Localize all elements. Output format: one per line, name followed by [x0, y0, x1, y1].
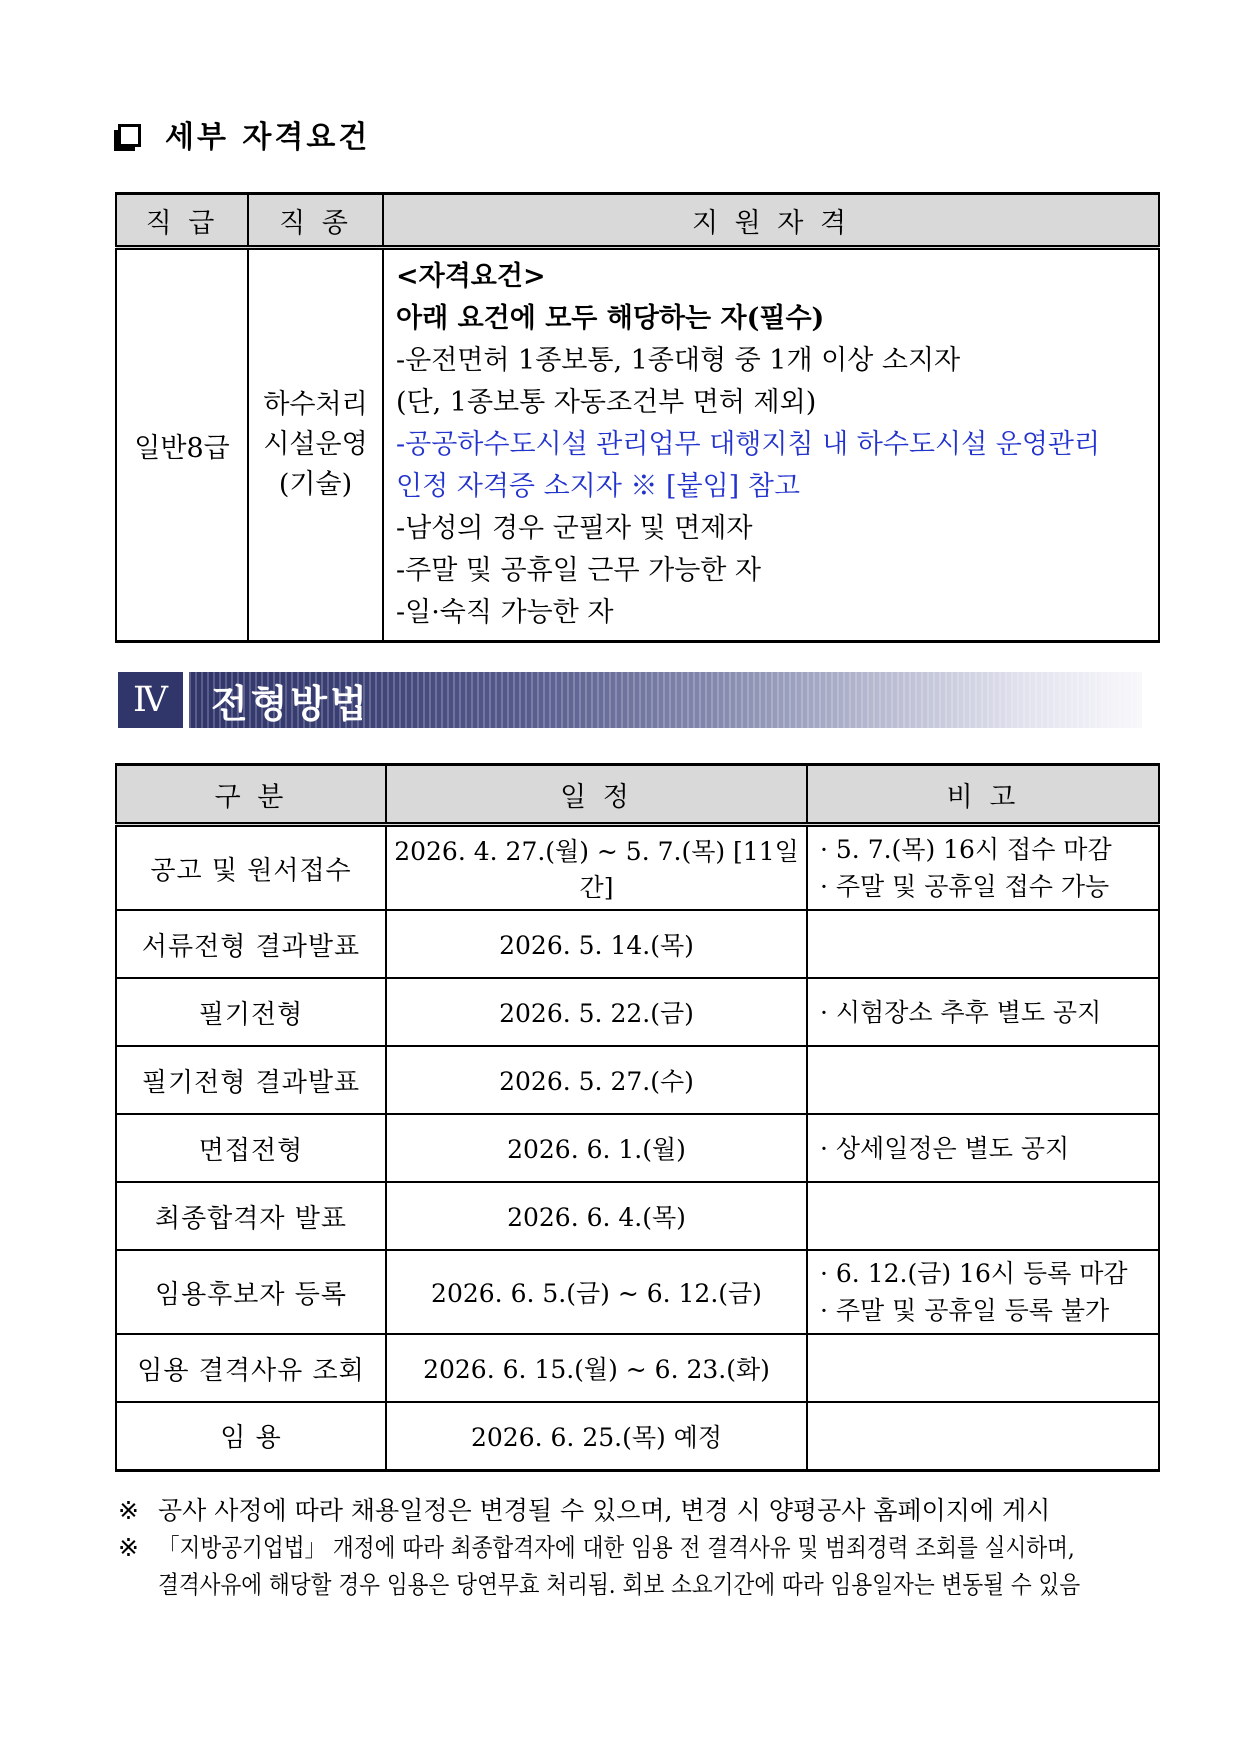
footnotes	[118, 1492, 1178, 1603]
job-line: 시설운영	[263, 429, 368, 460]
schedule-date-cell: 2026. 6. 4.(목)	[386, 1182, 807, 1250]
schedule-row	[116, 978, 1159, 1046]
schedule-note-cell	[807, 1334, 1159, 1402]
grade-cell: 일반8급	[116, 248, 248, 642]
schedule-note-cell	[807, 1046, 1159, 1114]
schedule-header-date: 일 정	[386, 765, 807, 825]
job-line: 하수처리	[263, 389, 368, 420]
detail-qualification-title: 세부 자격요건	[165, 120, 371, 155]
schedule-note-line: · 상세일정은 별도 공지	[820, 1133, 1070, 1163]
qualification-header-grade: 직 급	[116, 194, 248, 248]
schedule-table-header-row	[116, 765, 1159, 825]
schedule-table	[115, 763, 1160, 1472]
schedule-category-cell: 임용 결격사유 조회	[116, 1334, 386, 1402]
qualification-line: -공공하수도시설 관리업무 대행지침 내 하수도시설 운영관리	[396, 429, 1101, 460]
qualification-table-row	[116, 248, 1159, 642]
schedule-date-cell: 2026. 5. 14.(목)	[386, 910, 807, 978]
qualification-header-qualification: 지 원 자 격	[383, 194, 1159, 248]
schedule-note-line: · 6. 12.(금) 16시 등록 마감	[820, 1259, 1128, 1288]
schedule-date-cell: 2026. 5. 27.(수)	[386, 1046, 807, 1114]
qualification-line: 인정 자격증 소지자 ※ [붙임] 참고	[396, 471, 800, 502]
job-cell	[248, 248, 383, 642]
section-title: 전형방법	[211, 681, 370, 726]
schedule-date-cell: 2026. 5. 22.(금)	[386, 978, 807, 1046]
qualification-header-job: 직 종	[248, 194, 383, 248]
schedule-row	[116, 1114, 1159, 1182]
schedule-row	[116, 1402, 1159, 1470]
job-line: (기술)	[278, 469, 353, 500]
qualification-line: (단, 1종보통 자동조건부 면허 제외)	[396, 387, 817, 418]
schedule-date-cell: 2026. 4. 27.(월) ~ 5. 7.(목) [11일간]	[386, 825, 807, 911]
qualification-line: <자격요건>	[396, 261, 546, 292]
schedule-note-line: · 5. 7.(목) 16시 접수 마감	[820, 835, 1112, 864]
schedule-row	[116, 1182, 1159, 1250]
section-method-header	[118, 672, 1142, 728]
qualification-table-header-row	[116, 194, 1159, 248]
section-title-bar	[189, 672, 1142, 728]
footnote-text: 공사 사정에 따라 채용일정은 변경될 수 있으며, 변경 시 양평공사 홈페이지에 게시	[158, 1496, 1051, 1525]
schedule-category-cell: 면접전형	[116, 1114, 386, 1182]
schedule-date-cell: 2026. 6. 1.(월)	[386, 1114, 807, 1182]
schedule-date-cell: 2026. 6. 15.(월) ~ 6. 23.(화)	[386, 1334, 807, 1402]
footnote-text: 결격사유에 해당할 경우 임용은 당연무효 처리됨. 회보 소요기간에 따라 임용일자는 변동될 수 있음	[158, 1570, 1081, 1599]
qualification-line: -남성의 경우 군필자 및 면제자	[396, 513, 753, 544]
schedule-category-cell: 임용후보자 등록	[116, 1250, 386, 1334]
footnote-marker: ※	[118, 1496, 139, 1525]
schedule-date-cell: 2026. 6. 5.(금) ~ 6. 12.(금)	[386, 1250, 807, 1334]
schedule-note-line: · 시험장소 추후 별도 공지	[820, 997, 1102, 1027]
footnote-text: 「지방공기업법」 개정에 따라 최종합격자에 대한 임용 전 결격사유 및 범죄경력 조회를 실시하며,	[158, 1533, 1075, 1562]
schedule-note-cell	[807, 1182, 1159, 1250]
schedule-row	[116, 1334, 1159, 1402]
schedule-note-cell	[807, 1402, 1159, 1470]
qualification-table	[115, 192, 1160, 643]
schedule-row	[116, 825, 1159, 911]
schedule-note-cell	[807, 978, 1159, 1046]
schedule-note-cell	[807, 825, 1159, 911]
schedule-body	[116, 825, 1159, 1471]
schedule-category-cell: 필기전형 결과발표	[116, 1046, 386, 1114]
schedule-note-cell	[807, 910, 1159, 978]
qualification-line: 아래 요건에 모두 해당하는 자(필수)	[396, 303, 825, 334]
footnote-line	[118, 1492, 1178, 1529]
schedule-note-line: · 주말 및 공휴일 등록 불가	[820, 1296, 1110, 1325]
schedule-note-cell	[807, 1250, 1159, 1334]
schedule-category-cell: 최종합격자 발표	[116, 1182, 386, 1250]
qualification-line: -주말 및 공휴일 근무 가능한 자	[396, 555, 762, 586]
schedule-note-cell	[807, 1114, 1159, 1182]
schedule-note-line: · 주말 및 공휴일 접수 가능	[820, 872, 1110, 901]
schedule-row	[116, 1046, 1159, 1114]
footnote-line	[118, 1566, 1178, 1603]
schedule-row	[116, 910, 1159, 978]
schedule-date-cell: 2026. 6. 25.(목) 예정	[386, 1402, 807, 1470]
schedule-category-cell: 서류전형 결과발표	[116, 910, 386, 978]
detail-qualification-heading	[118, 112, 370, 156]
schedule-row	[116, 1250, 1159, 1334]
schedule-category-cell: 임 용	[116, 1402, 386, 1470]
qualification-lines	[383, 248, 1159, 642]
footnote-line	[118, 1529, 1178, 1566]
schedule-category-cell: 공고 및 원서접수	[116, 825, 386, 911]
qualification-line: -일·숙직 가능한 자	[396, 597, 614, 628]
schedule-header-category: 구 분	[116, 765, 386, 825]
section-numeral-badge: Ⅳ	[118, 672, 183, 728]
schedule-header-note: 비 고	[807, 765, 1159, 825]
checkbox-square-icon	[118, 124, 141, 147]
qualification-line: -운전면허 1종보통, 1종대형 중 1개 이상 소지자	[396, 345, 961, 376]
schedule-category-cell: 필기전형	[116, 978, 386, 1046]
footnote-marker: ※	[118, 1533, 139, 1562]
